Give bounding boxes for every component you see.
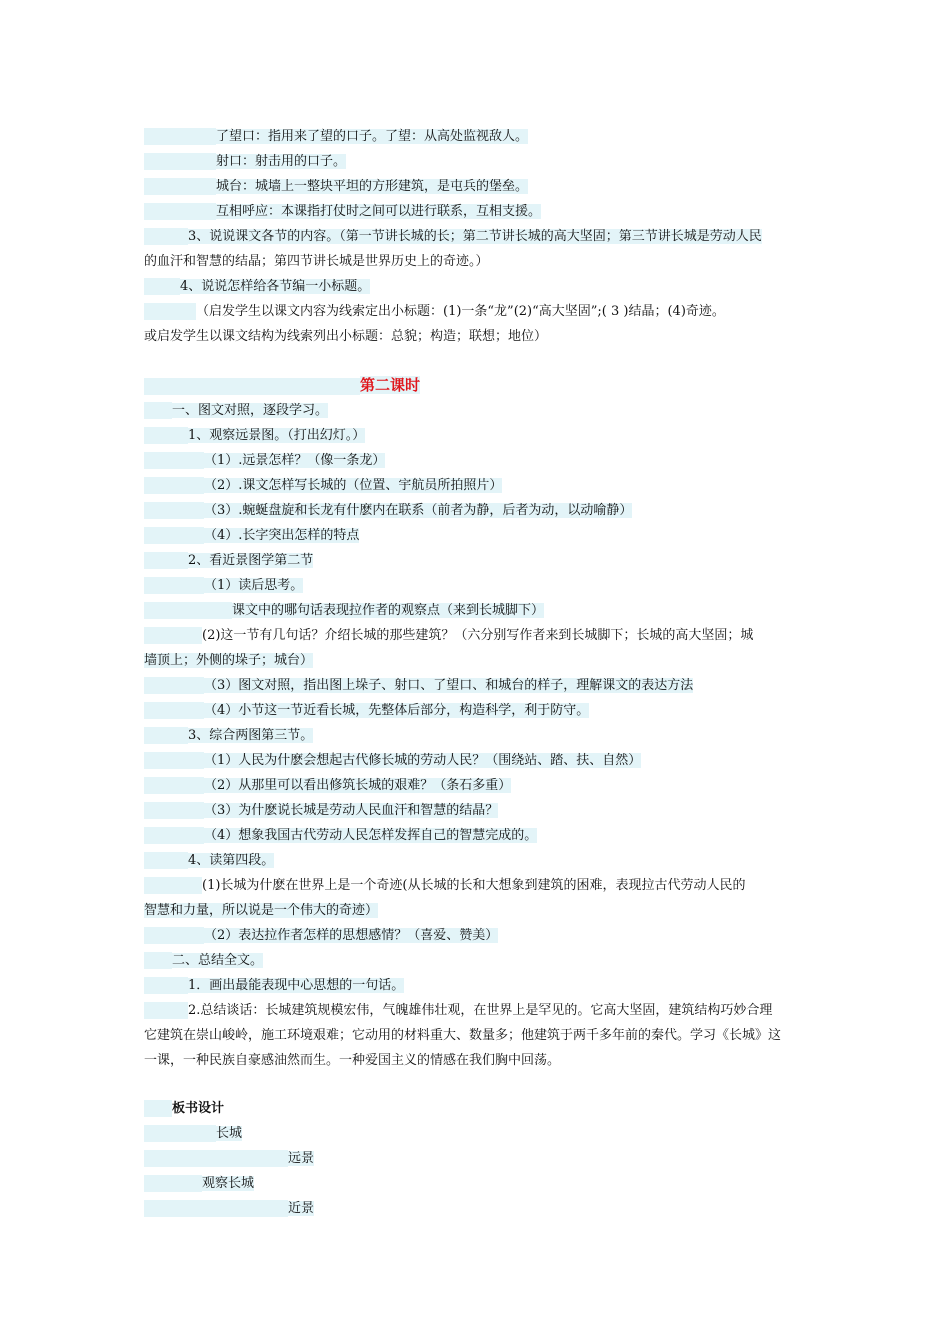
text-line: （2）.课文怎样写长城的（位置、宇航员所拍照片） — [144, 473, 816, 498]
text-line: （1）.远景怎样？（像一条龙） — [144, 448, 816, 473]
highlight-indent — [144, 727, 188, 744]
text-line: （4）小节这一节近看长城，先整体后部分，构造科学，利于防守。 — [144, 698, 816, 723]
text-line: 4、说说怎样给各节编一小标题。 — [144, 274, 816, 299]
text-line: 4、读第四段。 — [144, 848, 816, 873]
highlight-indent — [144, 1150, 288, 1167]
highlight-indent — [144, 178, 216, 195]
text-line: 一、图文对照，逐段学习。 — [144, 398, 816, 423]
text-line: （1）读后思考。 — [144, 573, 816, 598]
section-heading: 第二课时 — [144, 373, 816, 398]
highlight-indent — [144, 927, 204, 944]
highlight-indent — [144, 427, 188, 444]
text-line: （2）从那里可以看出修筑长城的艰难？（条石多重） — [144, 773, 816, 798]
highlight-indent — [144, 1100, 172, 1117]
text-line: （1）人民为什麽会想起古代修长城的劳动人民？（围绕站、踏、扶、自然） — [144, 748, 816, 773]
highlight-indent — [144, 877, 202, 894]
text-line: 1．画出最能表现中心思想的一句话。 — [144, 973, 816, 998]
board-line: 长城 — [144, 1121, 816, 1146]
highlight-indent — [144, 577, 204, 594]
text-line: 了望口：指用来了望的口子。了望：从高处监视敌人。 — [144, 124, 816, 149]
highlight-indent — [144, 1200, 288, 1217]
text-line: 它建筑在崇山峻岭，施工环境艰难；它动用的材料重大、数量多；他建筑于两千多年前的秦代。学习《长城》这 — [144, 1028, 782, 1043]
highlight-indent — [144, 677, 204, 694]
text-line: （3）为什麽说长城是劳动人民血汗和智慧的结晶？ — [144, 798, 816, 823]
highlight-indent — [144, 303, 196, 320]
highlight-indent — [144, 128, 216, 145]
highlight-indent — [144, 402, 172, 419]
text-line: 一课，一种民族自豪感油然而生。一种爱国主义的情感在我们胸中回荡。 — [144, 1053, 561, 1068]
text-line: （2）表达拉作者怎样的思想感情？（喜爱、赞美） — [144, 923, 816, 948]
text-line: 互相呼应：本课指打仗时之间可以进行联系，互相支援。 — [144, 199, 816, 224]
highlight-indent — [144, 752, 204, 769]
highlight-indent — [144, 777, 204, 794]
board-line: 近景 — [144, 1196, 816, 1221]
highlight-indent — [144, 827, 204, 844]
highlight-indent — [144, 1002, 188, 1019]
highlight-indent — [144, 852, 188, 869]
highlight-indent — [144, 1175, 202, 1192]
board-design-heading: 板书设计 — [144, 1096, 816, 1121]
highlight-indent — [144, 452, 204, 469]
text-line: 或启发学生以课文结构为线索列出小标题：总貌；构造；联想；地位） — [144, 329, 548, 344]
text-line: 城台：城墙上一整块平坦的方形建筑，是屯兵的堡垒。 — [144, 174, 816, 199]
text-line: (2)这一节有几句话？介绍长城的那些建筑？（六分别写作者来到长城脚下；长城的高大坚固；城 — [144, 623, 816, 648]
highlight-indent — [144, 952, 172, 969]
text-line: 智慧和力量，所以说是一个伟大的奇迹） — [144, 903, 379, 918]
text-line: 墙顶上；外侧的垛子；城台） — [144, 653, 314, 668]
text-line: 2.总结谈话：长城建筑规模宏伟，气魄雄伟壮观，在世界上是罕见的。它高大坚固，建筑结构巧妙合理 — [144, 998, 816, 1023]
highlight-indent — [144, 802, 204, 819]
highlight-indent — [144, 627, 202, 644]
text-line: 课文中的哪句话表现拉作者的观察点（来到长城脚下） — [144, 598, 816, 623]
highlight-indent — [144, 228, 188, 245]
text-line: 射口：射击用的口子。 — [144, 149, 816, 174]
text-line: （3）.蜿蜒盘旋和长龙有什麽内在联系（前者为静，后者为动，以动喻静） — [144, 498, 816, 523]
highlight-indent — [144, 378, 360, 395]
text-line: （3）图文对照，指出图上垛子、射口、了望口、和城台的样子，理解课文的表达方法 — [144, 673, 816, 698]
text-line: 3、说说课文各节的内容。（第一节讲长城的长；第二节讲长城的高大坚固；第三节讲长城是劳动人民 — [144, 224, 816, 249]
text-line: 1、观察远景图。（打出幻灯。） — [144, 423, 816, 448]
highlight-indent — [144, 203, 216, 220]
highlight-indent — [144, 552, 188, 569]
text-line: 2、看近景图学第二节 — [144, 548, 816, 573]
highlight-indent — [144, 477, 204, 494]
highlight-indent — [144, 702, 204, 719]
text-line: （4）想象我国古代劳动人民怎样发挥自己的智慧完成的。 — [144, 823, 816, 848]
highlight-indent — [144, 602, 232, 619]
highlight-indent — [144, 977, 188, 994]
board-line: 观察长城 — [144, 1171, 816, 1196]
text-line: 二、总结全文。 — [144, 948, 816, 973]
highlight-indent — [144, 278, 180, 295]
text-line: 的血汗和智慧的结晶；第四节讲长城是世界历史上的奇迹。） — [144, 254, 489, 269]
highlight-indent — [144, 1125, 216, 1142]
board-line: 远景 — [144, 1146, 816, 1171]
text-line: 3、综合两图第三节。 — [144, 723, 816, 748]
highlight-indent — [144, 527, 204, 544]
text-line: (1)长城为什麽在世界上是一个奇迹(从长城的长和大想象到建筑的困难，表现拉古代劳动人民的 — [144, 873, 816, 898]
highlight-indent — [144, 153, 216, 170]
highlight-indent — [144, 502, 204, 519]
text-line: （启发学生以课文内容为线索定出小标题：(1)一条“龙”(2)“高大坚固”;( 3 )结晶；(4)奇迹。 — [144, 299, 816, 324]
text-line: （4）.长字突出怎样的特点 — [144, 523, 816, 548]
